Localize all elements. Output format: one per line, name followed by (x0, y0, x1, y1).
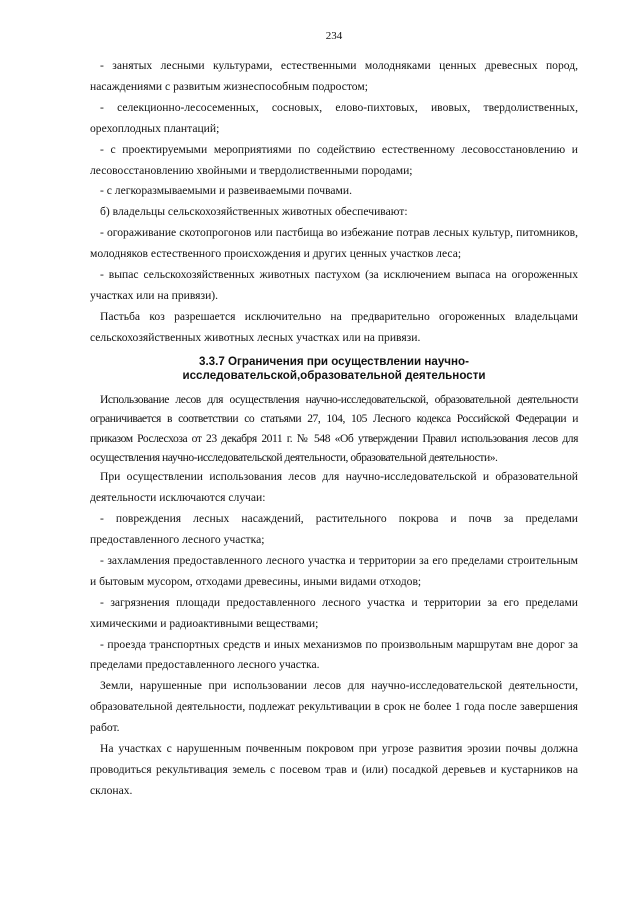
paragraph: - повреждения лесных насаждений, растительного покрова и почв за пределами предоставленного лесного участка; (90, 512, 578, 547)
paragraph: Земли, нарушенные при использовании лесов для научно-исследовательской деятельности, образовательной деятельности, подлежат рекультивации в срок не более 1 года после завершения работ. (90, 679, 578, 735)
paragraph: - огораживание скотопрогонов или пастбища во избежание потрав лесных культур, питомников, молодняков естественного происхождения и других ценных участков леса; (90, 226, 578, 261)
paragraph: - занятых лесными культурами, естественными молодняками ценных древесных пород, насаждениями с развитым жизнеспособным подростом; (90, 59, 578, 93)
paragraph: - загрязнения площади предоставленного лесного участка и территории за его пределами химическими и радиоактивными веществами; (90, 595, 578, 630)
paragraph: При осуществлении использования лесов для научно-исследовательской и образовательной деятельности исключаются случаи: (90, 470, 578, 505)
paragraph: - выпас сельскохозяйственных животных пастухом (за исключением выпаса на огороженных участках или на привязи). (90, 268, 578, 302)
paragraph: Пастьба коз разрешается исключительно на предварительно огороженных владельцами сельскохозяйственных животных лесных участках или на привязи. (90, 309, 578, 344)
legal-paragraph: Использование лесов для осуществления научно-исследовательской, образовательной деятельности ограничивается в соответствии со статьями 27, 104, 105 Лесного кодекса Российской Федерации и приказом Рослесхоза от 23 декабря 2011 г. № 548 «Об утверждении Правил использования лесов для осуществления научно-исследовательской деятельности, образовательной деятельности». (90, 392, 578, 464)
page-number: 234 (325, 30, 343, 42)
section-heading: 3.3.7 Ограничения при осуществлении научно-исследовательской,образовательной деятельности (182, 354, 486, 382)
paragraph: - захламления предоставленного лесного участка и территории за его пределами строительным и бытовым мусором, отходами древесины, иными видами отходов; (90, 553, 578, 588)
paragraph: б) владельцы сельскохозяйственных животных обеспечивают: (100, 205, 408, 219)
paragraph: - проезда транспортных средств и иных механизмов по произвольным маршрутам вне дорог за пределами предоставленного лесного участка. (90, 637, 578, 672)
paragraph: - с легкоразмываемыми и развеиваемыми почвами. (100, 184, 352, 198)
paragraph: - с проектируемыми мероприятиями по содействию естественному лесовосстановлению и лесовосстановлению хвойными и твердолиственными породами; (90, 142, 578, 177)
paragraph: На участках с нарушенным почвенным покровом при угрозе развития эрозии почвы должна проводиться рекультивация земель с посевом трав и (или) посадкой деревьев и кустарников на склонах. (90, 742, 578, 797)
paragraph: - селекционно-лесосеменных, сосновых, елово-пихтовых, ивовых, твердолиственных, орехоплодных плантаций; (90, 100, 578, 135)
